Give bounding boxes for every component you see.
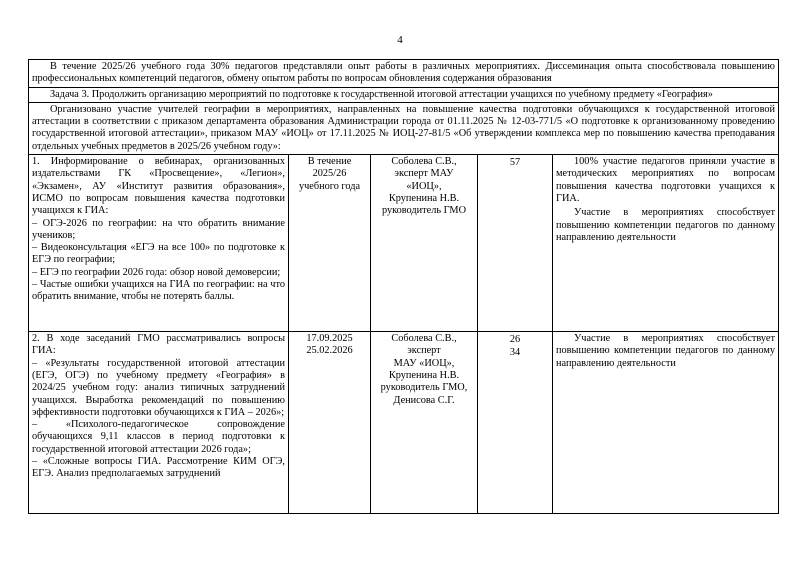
responsible-cell [371, 332, 478, 514]
date-line: 17.09.2025 [306, 333, 353, 345]
task-row [29, 87, 779, 102]
page-number: 4 [397, 34, 403, 46]
count-value: 34 [509, 347, 521, 359]
responsible-line: МАУ «ИОЦ», [393, 357, 455, 369]
responsible-line: Денисова С.Г. [393, 394, 455, 406]
report-table [28, 59, 779, 514]
responsible-cell [371, 155, 478, 332]
responsible-line: эксперт [407, 345, 441, 357]
event-content-cell [29, 155, 289, 332]
responsible-line: руководитель ГМО [381, 205, 467, 217]
date-line: В течение [307, 156, 352, 168]
date-line: учебного года [298, 180, 361, 192]
paragraph-organized: Организовано участие учителей географии в мероприятиях, направленных на повышение качества подготовки обучающихся к государственной итоговой аттестации в соответствии с приказом департамента образования Администрации города от 01.11.2025 № 12-03-771/5 «О подготовке к организованному проведению государственной итоговой аттестации», приказом МАУ «ИОЦ» от 17.11.2025 № ИОЦ-27-81/5 «Об утверждении комплекса мер по повышению качества преподавания отдельных учебных предметов в 2025/26 учебном году»: [29, 102, 779, 154]
responsible-line: Соболева С.В., [391, 333, 457, 345]
content-line: 1. Информирование о вебинарах, организованных издательствами ГК «Просвещение», «Легион», «Экзамен», АУ «Институт развития образования», ИСМО по вопросам повышения качества подготовки учащихся к ГИА: [32, 156, 285, 217]
content-line: 2. В ходе заседаний ГМО рассматривались вопросы ГИА: [32, 333, 285, 357]
responsible-line: руководитель ГМО, [380, 382, 468, 394]
responsible-line: эксперт МАУ [394, 168, 454, 180]
participant-count-cell [478, 332, 553, 514]
content-line: – Частые ошибки учащихся на ГИА по географии: на что обратить внимание, чтобы не потерять баллы. [32, 279, 285, 303]
content-line: – ЕГЭ по географии 2026 года: обзор новой демоверсии; [32, 266, 281, 278]
result-text: Участие в мероприятиях способствует повышению компетенции педагогов по данному направлению деятельности [556, 207, 776, 243]
result-cell [553, 155, 779, 332]
count-value: 57 [509, 157, 521, 169]
content-line: – Видеоконсультация «ЕГЭ на все 100» по подготовке к ЕГЭ по географии; [32, 242, 285, 266]
content-line: – ОГЭ-2026 по географии: на что обратить внимание учеников; [32, 217, 285, 241]
content-line: – «Психолого-педагогическое сопровождение обучающихся 9,11 классов в период подготовки к государственной итоговой аттестации 2026 года»; [32, 419, 285, 455]
responsible-line: «ИОЦ», [406, 180, 442, 192]
date-line: 25.02.2026 [306, 345, 353, 357]
table-row [29, 332, 779, 514]
paragraph-experience: В течение 2025/26 учебного года 30% педагогов представляли опыт работы в различных мероприятиях. Диссеминация опыта способствовала повышению профессиональных компетенций педагогов, обмену опытом работы по вопросам обновления содержания образования [29, 60, 779, 88]
event-dates-cell [289, 155, 371, 332]
event-dates-cell [289, 332, 371, 514]
table-row [29, 155, 779, 332]
count-value: 26 [509, 334, 521, 346]
result-cell [553, 332, 779, 514]
content-line: – «Результаты государственной итоговой аттестации (ЕГЭ, ОГЭ) по учебному предмету «География» в 2024/25 учебном году: анализ типичных затруднений учащихся. Выработка рекомендаций по повышению эффективности подготовки обучающихся к ГИА – 2026»; [32, 357, 285, 418]
event-content-cell [29, 332, 289, 514]
intro-row [29, 102, 779, 154]
content-line: – «Сложные вопросы ГИА. Рассмотрение КИМ ОГЭ, ЕГЭ. Анализ предполагаемых затруднений [32, 456, 285, 480]
responsible-line: Крупенина Н.В. [388, 192, 460, 204]
responsible-line: Соболева С.В., [391, 156, 457, 168]
paragraph-task-3: Задача 3. Продолжить организацию мероприятий по подготовке к государственной итоговой аттестации учащихся по учебному предмету «География» [29, 87, 779, 102]
date-line: 2025/26 [312, 168, 347, 180]
result-text: Участие в мероприятиях способствует повышению компетенции педагогов по данному направлению деятельности [556, 333, 776, 369]
responsible-line: Крупенина Н.В. [388, 369, 460, 381]
participant-count-cell [478, 155, 553, 332]
summary-row [29, 60, 779, 88]
result-text: 100% участие педагогов приняли участие в методических мероприятиях по вопросам повышения качества подготовки учащихся к ГИА. [556, 156, 776, 204]
